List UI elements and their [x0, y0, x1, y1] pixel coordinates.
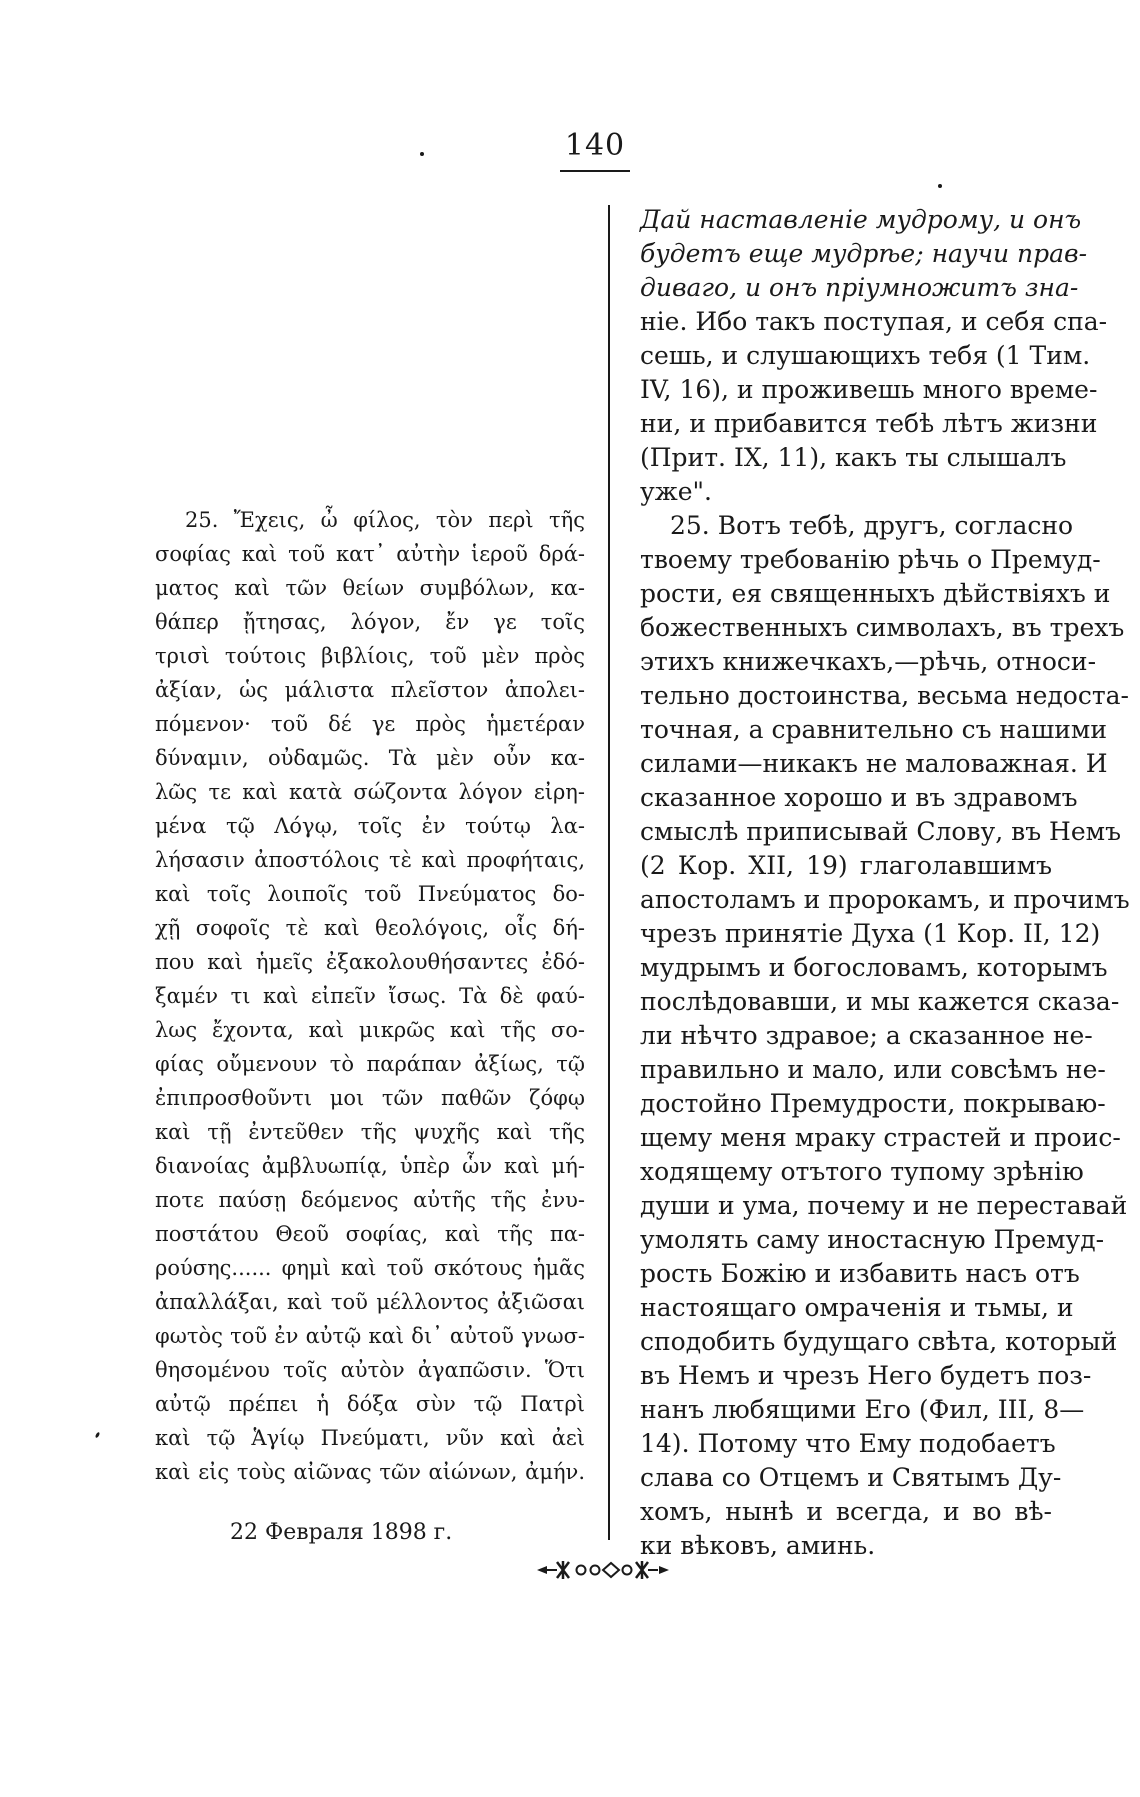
- text-line: σοφίας καὶ τοῦ κατ᾽ αὐτὴν ἱεροῦ δρά-: [155, 542, 585, 566]
- text-line: уже".: [640, 477, 712, 506]
- text-line: χῇ σοφοῖς τὲ καὶ θεολόγοις, οἷς δή-: [155, 916, 585, 940]
- text-line: апостоламъ и пророкамъ, и прочимъ: [640, 885, 1130, 914]
- text-line: ки вѣковъ, аминь.: [640, 1531, 876, 1560]
- text-line: ли нѣчто здравое; а сказанное не-: [640, 1021, 1093, 1050]
- text-line: рость Божію и избавить насъ отъ: [640, 1259, 1080, 1288]
- text-line: настоящаго омраченія и тьмы, и: [640, 1293, 1074, 1322]
- page-number-underline: [560, 170, 630, 172]
- text-line: мудрымъ и богословамъ, которымъ: [640, 953, 1108, 982]
- text-line: нанъ любящими Его (Фил, III, 8—: [640, 1395, 1085, 1424]
- text-line: IV, 16), и проживешь много време-: [640, 375, 1098, 404]
- text-line: чрезъ принятіе Духа (1 Кор. II, 12): [640, 919, 1101, 948]
- russian-text-column: [640, 203, 1130, 1563]
- print-speck: [95, 1432, 101, 1439]
- print-speck: [938, 184, 942, 188]
- text-line: правильно и мало, или совсѣмъ не-: [640, 1055, 1106, 1084]
- text-line: въ Немъ и чрезъ Него будетъ поз-: [640, 1361, 1092, 1390]
- text-line: ἐπιπροσθοῦντι μοι τῶν παθῶν ζόφῳ: [155, 1086, 585, 1110]
- text-line: μένα τῷ Λόγῳ, τοῖς ἐν τούτῳ λα-: [155, 814, 585, 838]
- text-line: диваго, и онъ пріумножитъ зна-: [640, 273, 1079, 302]
- text-line: λῶς τε καὶ κατὰ σώζοντα λόγον εἰρη-: [155, 780, 585, 804]
- column-divider: [608, 205, 610, 1540]
- text-line: умолять саму иностасную Премуд-: [640, 1225, 1105, 1254]
- text-line: λήσασιν ἀποστόλοις τὲ καὶ προφήταις,: [155, 848, 585, 872]
- text-line: смыслѣ приписывай Слову, въ Немъ: [640, 817, 1122, 846]
- text-line: δύναμιν, οὐδαμῶς. Τὰ μὲν οὖν κα-: [155, 746, 585, 770]
- text-line: достойно Премудрости, покрываю-: [640, 1089, 1106, 1118]
- text-line: щему меня мраку страстей и проис-: [640, 1123, 1121, 1152]
- text-line: 14). Потому что Ему подобаетъ: [640, 1429, 1056, 1458]
- text-line: ξαμέν τι καὶ εἰπεῖν ἴσως. Τὰ δὲ φαύ-: [155, 984, 585, 1008]
- text-line: послѣдовавши, и мы кажется сказа-: [640, 987, 1120, 1016]
- text-line: θάπερ ᾔτησας, λόγον, ἔν γε τοῖς: [155, 610, 585, 634]
- text-line: ποστάτου Θεοῦ σοφίας, καὶ τῆς πα-: [155, 1222, 585, 1246]
- text-line: силами—никакъ не маловажная. И: [640, 749, 1108, 778]
- text-line: ποτε παύσῃ δεόμενος αὐτῆς τῆς ἐνυ-: [155, 1188, 585, 1212]
- text-line: хомъ, нынѣ и всегда, и во вѣ-: [640, 1497, 1052, 1526]
- text-line: καὶ τοῖς λοιποῖς τοῦ Πνεύματος δο-: [155, 882, 585, 906]
- text-line: твоему требованію рѣчь о Премуд-: [640, 545, 1101, 574]
- date-line: 22 Февраля 1898 г.: [230, 1520, 453, 1545]
- text-line: 25. Вотъ тебѣ, другъ, согласно: [670, 511, 1074, 540]
- greek-text-column: [155, 503, 585, 1489]
- text-line: θησομένου τοῖς αὐτὸν ἀγαπῶσιν. Ὅτι: [155, 1358, 585, 1382]
- text-line: καὶ τῷ Ἁγίῳ Πνεύματι, νῦν καὶ ἀεὶ: [155, 1426, 585, 1450]
- text-line: точная, а сравнительно съ нашими: [640, 715, 1108, 744]
- text-line: ходящему отътого тупому зрѣнію: [640, 1157, 1084, 1186]
- text-line: τρισὶ τούτοις βιβλίοις, τοῦ μὲν πρὸς: [155, 644, 585, 668]
- text-line: этихъ книжечкахъ,—рѣчь, относи-: [640, 647, 1097, 676]
- text-line: καὶ τῇ ἐντεῦθεν τῆς ψυχῆς καὶ τῆς: [155, 1120, 585, 1144]
- text-line: (Прит. IX, 11), какъ ты слышалъ: [640, 443, 1067, 472]
- text-line: αὐτῷ πρέπει ἡ δόξα σὺν τῷ Πατρὶ: [155, 1392, 585, 1416]
- text-line: ἀπαλλάξαι, καὶ τοῦ μέλλοντος ἀξιῶσαι: [155, 1290, 585, 1314]
- text-line: πόμενον· τοῦ δέ γε πρὸς ἡμετέραν: [155, 712, 585, 736]
- text-line: души и ума, почему и не переставай: [640, 1191, 1128, 1220]
- text-line: будетъ еще мудрѣе; научи прав-: [640, 239, 1088, 268]
- print-speck: [420, 152, 424, 156]
- text-line: тельно достоинства, весьма недоста-: [640, 681, 1130, 710]
- text-line: рости, ея священныхъ дѣйствіяхъ и: [640, 579, 1111, 608]
- text-line: слава со Отцемъ и Святымъ Ду-: [640, 1463, 1062, 1492]
- text-line: сказанное хорошо и въ здравомъ: [640, 783, 1078, 812]
- text-line: φίας οὔμενουν τὸ παράπαν ἀξίως, τῷ: [155, 1052, 585, 1076]
- text-line: φωτὸς τοῦ ἐν αὐτῷ καὶ δι᾽ αὐτοῦ γνωσ-: [155, 1324, 585, 1348]
- text-line: сподобить будущаго свѣта, который: [640, 1327, 1118, 1356]
- text-line: сешь, и слушающихъ тебя (1 Тим.: [640, 341, 1091, 370]
- text-line: που καὶ ἡμεῖς ἐξακολουθήσαντες ἐδό-: [155, 950, 585, 974]
- text-line: ἀξίαν, ὡς μάλιστα πλεῖστον ἀπολει-: [155, 678, 585, 702]
- text-line: καὶ εἰς τοὺς αἰῶνας τῶν αἰώνων, ἀμήν.: [155, 1460, 585, 1484]
- page-number: 140: [564, 128, 626, 163]
- text-line: ни, и прибавится тебѣ лѣтъ жизни: [640, 409, 1098, 438]
- text-line: ματος καὶ τῶν θείων συμβόλων, κα-: [155, 576, 585, 600]
- text-line: ніе. Ибо такъ поступая, и себя спа-: [640, 307, 1108, 336]
- text-line: (2 Кор. XII, 19) глаголавшимъ: [640, 851, 1052, 880]
- text-line: λως ἔχοντα, καὶ μικρῶς καὶ τῆς σο-: [155, 1018, 585, 1042]
- text-line: ρούσης...... φημὶ καὶ τοῦ σκότους ἡμᾶς: [155, 1256, 585, 1280]
- text-line: божественныхъ символахъ, въ трехъ: [640, 613, 1125, 642]
- text-line: διανοίας ἀμβλυωπίᾳ, ὑπὲρ ὧν καὶ μή-: [155, 1154, 585, 1178]
- text-line: Дай наставленіе мудрому, и онъ: [640, 205, 1082, 234]
- decorative-fleuron-icon: [533, 1558, 673, 1582]
- text-line: 25. Ἔχεις, ὦ φίλος, τὸν περὶ τῆς: [185, 508, 585, 532]
